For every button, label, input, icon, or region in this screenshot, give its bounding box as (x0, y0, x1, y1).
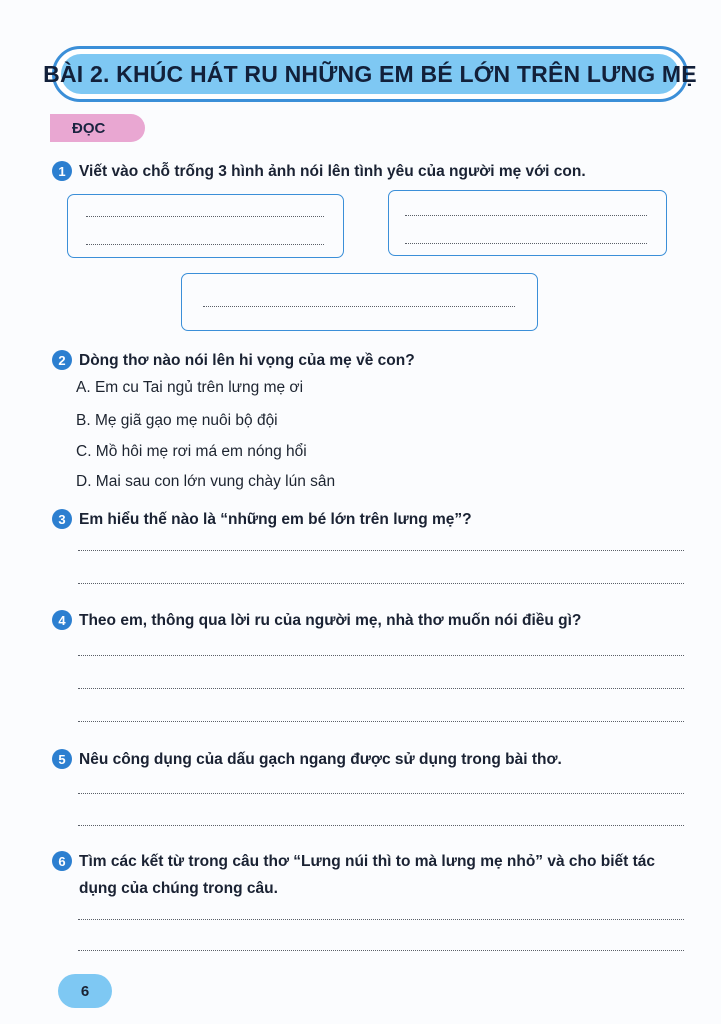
question-6-text: Tìm các kết từ trong câu thơ “Lưng núi thì to mà lưng mẹ nhỏ” và cho biết tác dụng của chúng trong câu. (79, 853, 656, 897)
question-4-text: Theo em, thông qua lời ru của người mẹ, nhà thơ muốn nói điều gì? (79, 612, 582, 629)
answer-line[interactable] (78, 550, 684, 551)
lesson-title: BÀI 2. KHÚC HÁT RU NHỮNG EM BÉ LỚN TRÊN LƯNG MẸ (43, 60, 697, 87)
question-5 (52, 746, 691, 773)
answer-line[interactable] (405, 215, 647, 216)
answer-line[interactable] (86, 216, 324, 217)
option-d[interactable]: D. Mai sau con lớn vung chày lún sân (76, 473, 336, 490)
lesson-title-banner (43, 46, 697, 102)
answer-box-3[interactable] (181, 273, 538, 331)
question-number-badge: 6 (52, 851, 72, 871)
question-2-text: Dòng thơ nào nói lên hi vọng của mẹ về con? (79, 352, 415, 369)
lesson-title-fill (43, 54, 697, 94)
question-4 (52, 607, 691, 634)
answer-line[interactable] (203, 306, 515, 307)
option-a[interactable]: A. Em cu Tai ngủ trên lưng mẹ ơi (76, 379, 304, 396)
answer-line[interactable] (78, 825, 684, 826)
answer-line[interactable] (78, 688, 684, 689)
option-b[interactable]: B. Mẹ giã gạo mẹ nuôi bộ đội (76, 412, 278, 429)
option-c[interactable]: C. Mồ hôi mẹ rơi má em nóng hổi (76, 443, 307, 460)
answer-box-2[interactable] (388, 190, 667, 256)
answer-line[interactable] (78, 793, 684, 794)
question-number-badge: 4 (52, 610, 72, 630)
question-3 (52, 506, 691, 533)
answer-line[interactable] (78, 655, 684, 656)
answer-line[interactable] (78, 919, 684, 920)
question-number-badge: 5 (52, 749, 72, 769)
question-3-text: Em hiểu thế nào là “những em bé lớn trên lưng mẹ”? (79, 511, 472, 528)
question-number-badge: 3 (52, 509, 72, 529)
page-number: 6 (58, 974, 112, 1008)
answer-line[interactable] (405, 243, 647, 244)
answer-line[interactable] (78, 950, 684, 951)
answer-line[interactable] (78, 583, 684, 584)
question-1 (52, 158, 691, 185)
question-6 (52, 848, 691, 902)
question-number-badge: 2 (52, 350, 72, 370)
section-tag (50, 114, 145, 142)
section-label: ĐỌC (72, 119, 106, 137)
question-number-badge: 1 (52, 161, 72, 181)
question-1-text: Viết vào chỗ trống 3 hình ảnh nói lên tình yêu của người mẹ với con. (79, 163, 586, 180)
answer-line[interactable] (86, 244, 324, 245)
answer-box-1[interactable] (67, 194, 344, 258)
question-2 (52, 347, 691, 374)
question-5-text: Nêu công dụng của dấu gạch ngang được sử dụng trong bài thơ. (79, 751, 562, 768)
answer-line[interactable] (78, 721, 684, 722)
